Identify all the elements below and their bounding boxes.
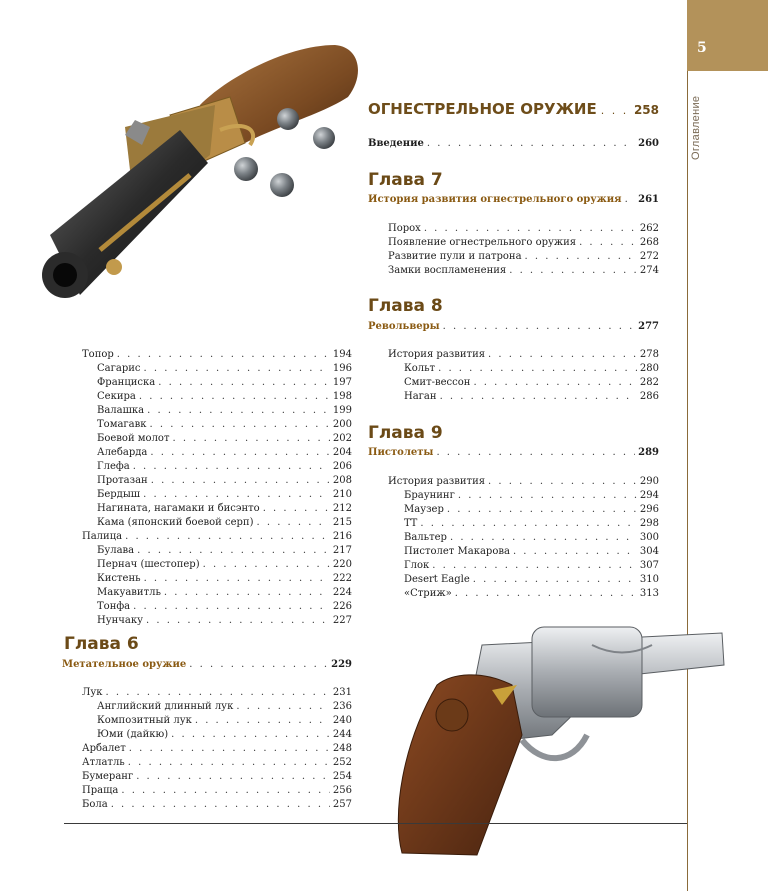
- toc-item: Пернач (шестопер) . . . 220: [97, 558, 352, 572]
- toc-item: Нунчаку . . . 227: [97, 614, 352, 628]
- toc-item: Праща . . . 256: [82, 784, 352, 798]
- toc-item: Палица . . . 216: [82, 530, 352, 544]
- chapter-6-title: Метательное оружие . . . 229: [62, 658, 352, 672]
- toc-item: Макуавитль . . . 224: [97, 586, 352, 600]
- toc-item: ТТ . . . 298: [404, 517, 659, 531]
- flintlock-pistol-image: [30, 35, 370, 310]
- toc-item: Браунинг . . . 294: [404, 489, 659, 503]
- chapter-7-title: История развития огнестрельного оружия . . . 261: [368, 193, 659, 207]
- page-number-box: [687, 0, 768, 71]
- toc-item: Маузер . . . 296: [404, 503, 659, 517]
- revolver-image: [372, 615, 728, 865]
- toc-item: Секира . . . 198: [97, 390, 352, 404]
- toc-intro: Введение . . . 260: [368, 137, 659, 151]
- chapter-6-heading: Глава 6: [64, 634, 139, 654]
- toc-item: История развития . . . 278: [388, 348, 659, 362]
- toc-item: Протазан . . . 208: [97, 474, 352, 488]
- chapter-7-heading: Глава 7: [368, 170, 443, 190]
- toc-item: Топор . . . 194: [82, 348, 352, 362]
- toc-item: Валашка . . . 199: [97, 404, 352, 418]
- toc-item: «Стриж» . . . 313: [404, 587, 659, 601]
- chapter-9-title: Пистолеты . . . 289: [368, 446, 659, 460]
- chapter-8-heading: Глава 8: [368, 296, 443, 316]
- toc-item: Булава . . . 217: [97, 544, 352, 558]
- toc-item: Боевой молот . . . 202: [97, 432, 352, 446]
- toc-item: Наган . . . 286: [404, 390, 659, 404]
- toc-item: Бердыш . . . 210: [97, 488, 352, 502]
- page-number: 5: [697, 40, 707, 56]
- toc-item: Томагавк . . . 200: [97, 418, 352, 432]
- section-title: ОГНЕСТРЕЛЬНОЕ ОРУЖИЕ: [368, 100, 597, 118]
- section-page: 258: [633, 103, 659, 117]
- toc-item: История развития . . . 290: [388, 475, 659, 489]
- toc-item: Тонфа . . . 226: [97, 600, 352, 614]
- toc-item: Пистолет Макарова . . . 304: [404, 545, 659, 559]
- toc-item: Бумеранг . . . 254: [82, 770, 352, 784]
- chapter-9-heading: Глава 9: [368, 423, 443, 443]
- toc-item: Появление огнестрельного оружия . . . 268: [388, 236, 659, 250]
- toc-item: Атлатль . . . 252: [82, 756, 352, 770]
- toc-item: Франциска . . . 197: [97, 376, 352, 390]
- toc-item: Юми (дайкю) . . . 244: [97, 728, 352, 742]
- toc-item: Вальтер . . . 300: [404, 531, 659, 545]
- chapter-8-title: Револьверы . . . 277: [368, 320, 659, 334]
- toc-item: Композитный лук . . . 240: [97, 714, 352, 728]
- toc-item: Алебарда . . . 204: [97, 446, 352, 460]
- side-label: Оглавление: [690, 95, 702, 160]
- toc-item: Нагината, нагамаки и бисэнто . . . 212: [97, 502, 352, 516]
- toc-item: Сагарис . . . 196: [97, 362, 352, 376]
- toc-item: Замки воспламенения . . . 274: [388, 264, 659, 278]
- bottom-rule: [64, 823, 687, 824]
- section-firearms: [368, 100, 659, 118]
- toc-item: Порох . . . 262: [388, 222, 659, 236]
- toc-item: Глок . . . 307: [404, 559, 659, 573]
- toc-item: Бола . . . 257: [82, 798, 352, 812]
- toc-item: Глефа . . . 206: [97, 460, 352, 474]
- toc-item: Смит-вессон . . . 282: [404, 376, 659, 390]
- toc-item: Английский длинный лук . . . 236: [97, 700, 352, 714]
- toc-item: Кама (японский боевой серп) . . . 215: [97, 516, 352, 530]
- toc-item: Лук . . . 231: [82, 686, 352, 700]
- toc-item: Desert Eagle . . . 310: [404, 573, 659, 587]
- toc-item: Кольт . . . 280: [404, 362, 659, 376]
- toc-item: Арбалет . . . 248: [82, 742, 352, 756]
- toc-item: Развитие пули и патрона . . . 272: [388, 250, 659, 264]
- toc-item: Кистень . . . 222: [97, 572, 352, 586]
